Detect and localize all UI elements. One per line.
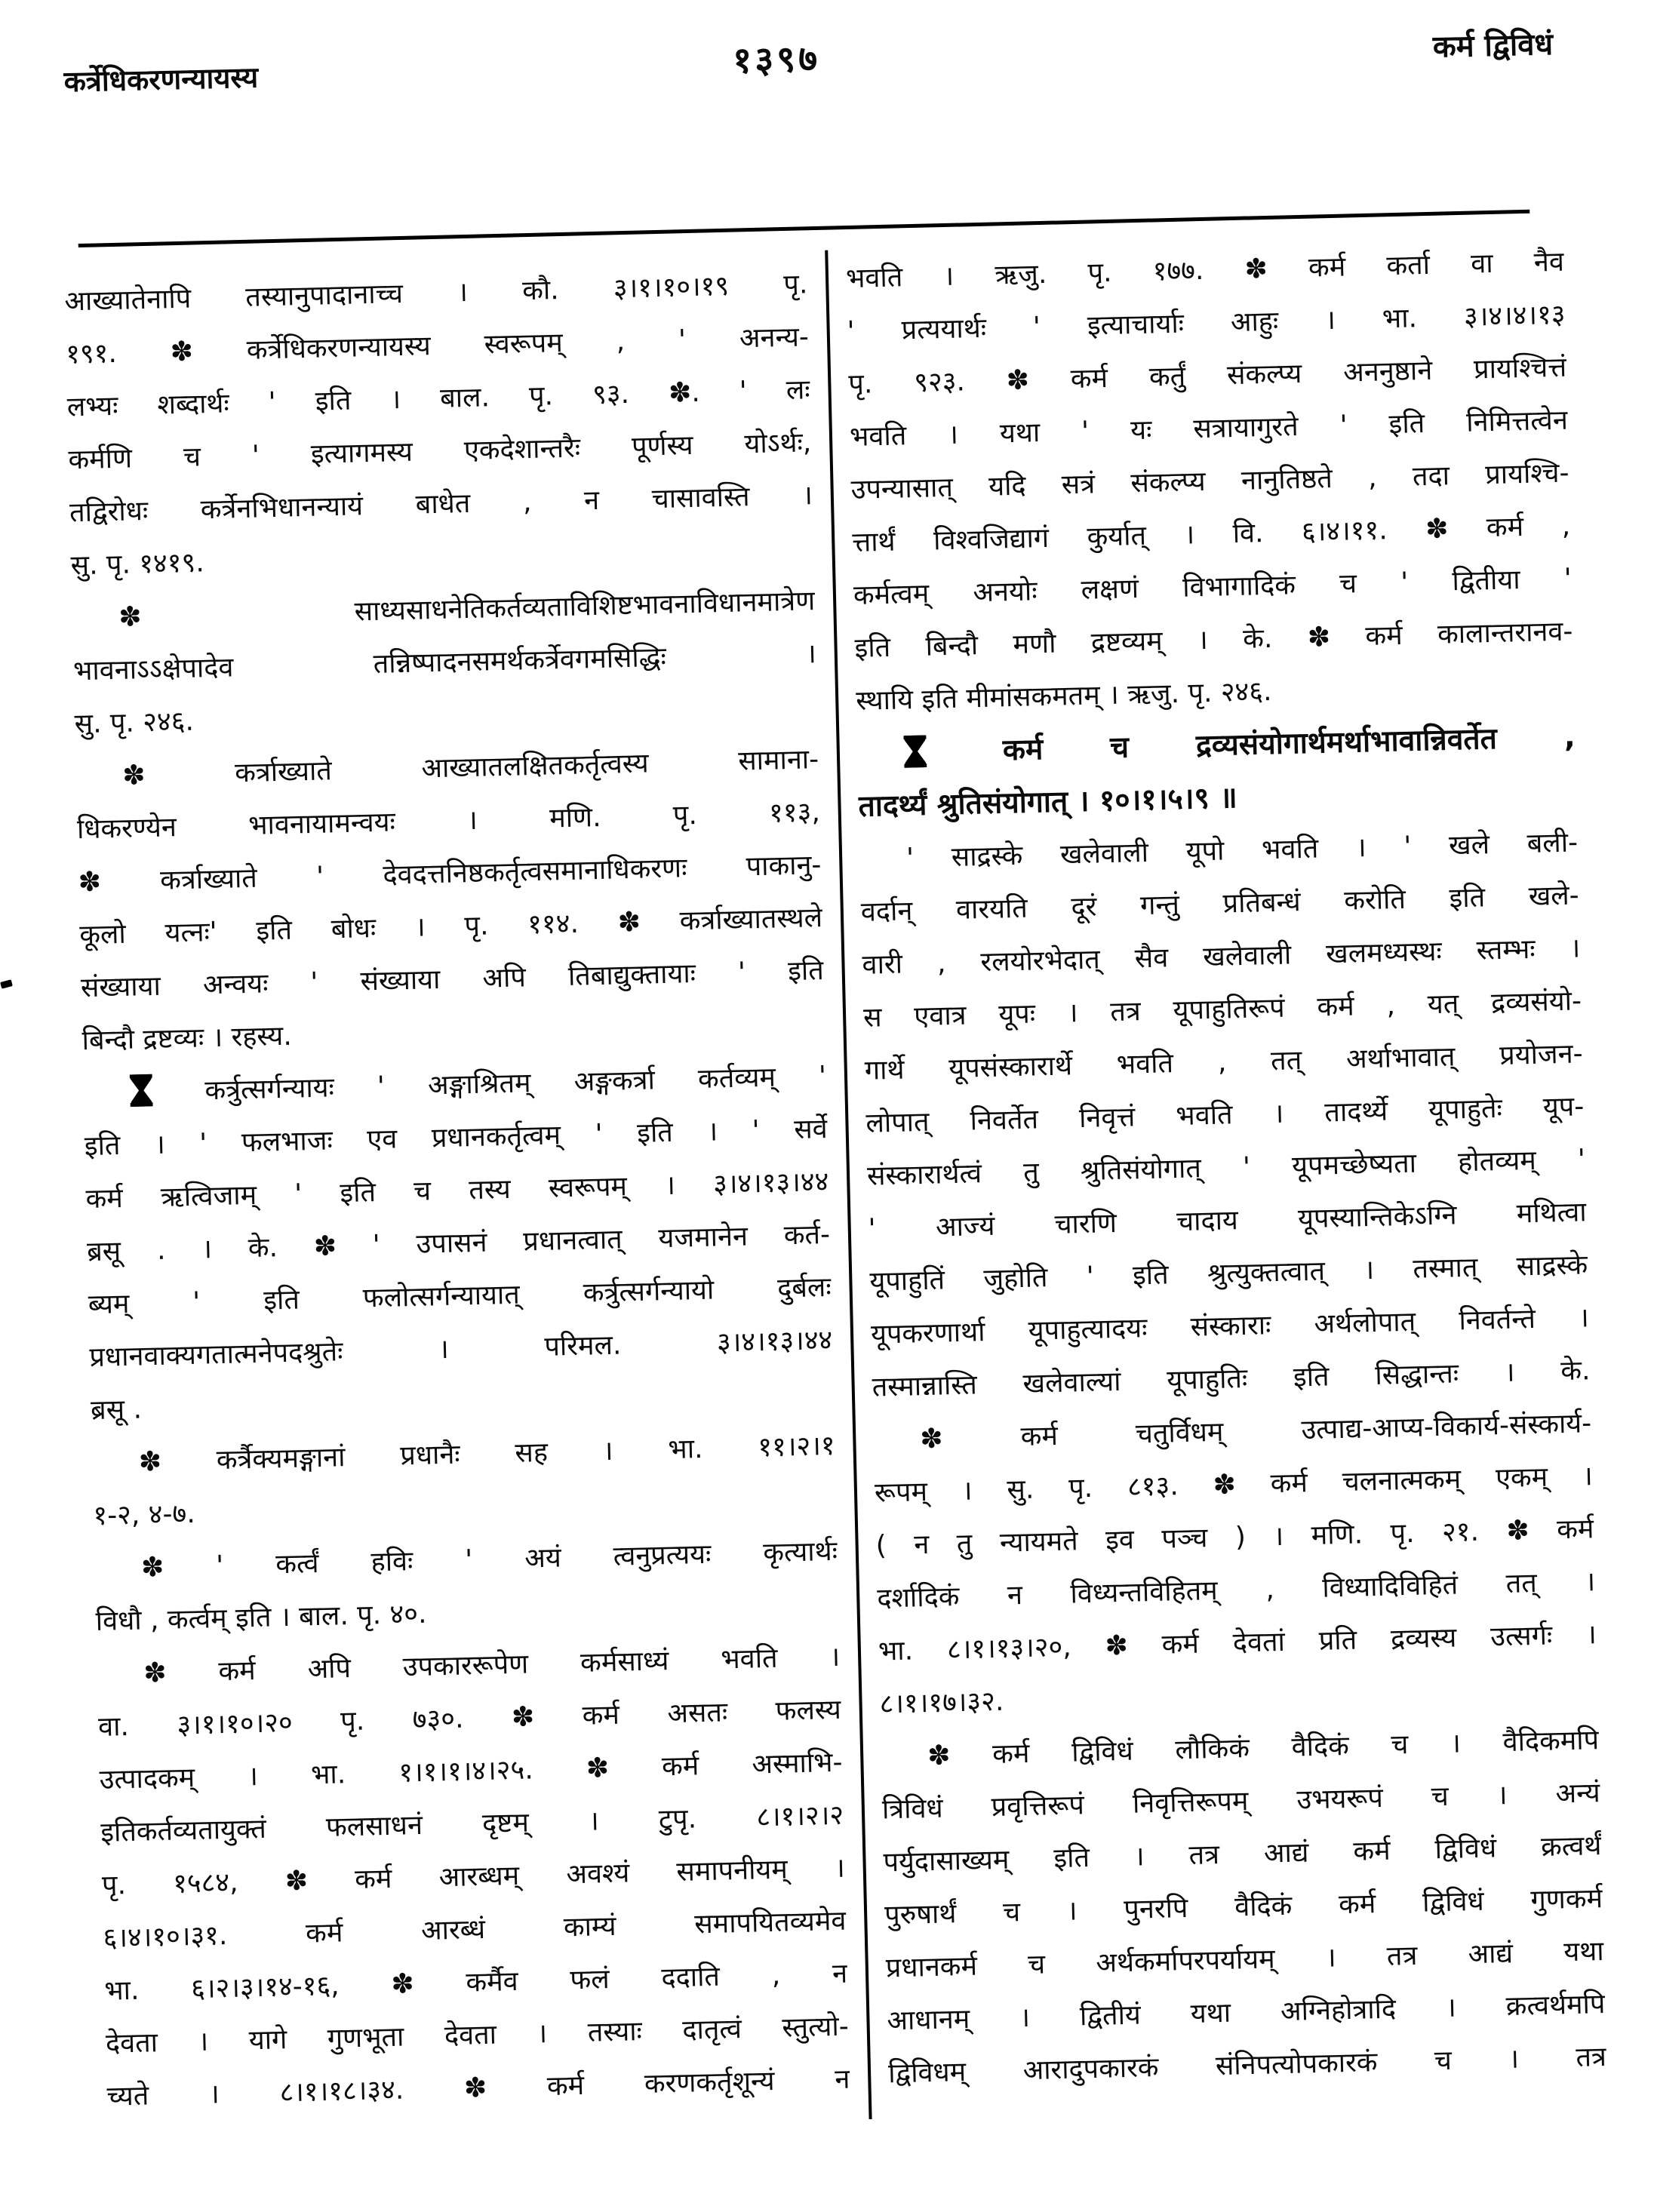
text-line: कर्त्रुत्सर्गन्यायः ' अङ्गाश्रितम् अङ्गकर्त्रा कर्तव्यम् ' [82,1050,826,1120]
text-line: ✽ कर्त्राख्याते आख्यातलक्षितकर्तृत्वस्य सामाना- [121,744,819,791]
text-line: ✽ साध्यसाधनेतिकर्तव्यताविशिष्टभावनाविधानमात्रेण [118,585,816,633]
page-number: १३९७ [732,37,821,82]
running-header-left: कर्त्रेधिकरणन्यायस्य [63,60,259,99]
text-line: द्विविधम् आरादुपकारकं संनिपत्योपकारकं च । तत्र [887,2041,1607,2090]
text-line: विधौ , कर्त्वम् इति । बाल. पृ. ४०. [95,1598,427,1638]
text-line: ✽ कर्म द्विविधं लौकिकं वैदिकं च । वैदिकमपि [927,1725,1600,1772]
text-line: उपन्यासात् यदि सत्रं संकल्प्य नानुतिष्ठते , तदा प्रायश्चि- [850,457,1569,506]
text-line: ब्रसू . [90,1393,143,1427]
text-line: देवता । यागे गुणभूता देवता । तस्याः दातृत्वं स्तुत्यो- [105,2011,850,2060]
text-line: कर्म ऋत्विजाम् ' इति च तस्य स्वरूपम् । ३।४।१३।४४ [85,1166,829,1215]
text-line: यूपाहुतिं जुहोति ' इति श्रुत्युक्तत्वात् । तस्मात् साद्रस्के [869,1249,1588,1298]
text-line: लोपात् निवर्तेत निवृत्तं भवति । तादर्थ्ये यूपाहुतेः यूप- [865,1091,1585,1139]
text-line: कर्म च द्रव्यसंयोगार्थमर्थाभावान्निवर्तेत , [856,711,1576,780]
text-line: आधानम् । द्वितीयं यथा अग्निहोत्रादि । क्रत्वर्थमपि [887,1989,1606,2037]
text-line: वा. ३।१।१०।२० पृ. ७३०. ✽ कर्म असतः फलस्य [97,1694,842,1743]
text-line: वारी , रलयोरभेदात् सैव खलेवाली खलमध्यस्थः स्तम्भः । [862,932,1581,981]
text-line: तद्विरोधः कर्त्रेनभिधानन्यायं बाधेत , न चासावस्ति । [69,480,813,529]
text-line: संख्याया अन्वयः ' संख्याया अपि तिबाद्युक्तायाः ' इति [80,955,825,1004]
text-line: इतिकर्तव्यतायुक्तं फलसाधनं दृष्टम् । टुपृ. ८।१।२।२ [100,1799,844,1848]
text-line: कर्मत्वम् अनयोः लक्षणं विभागादिकं च ' द्वितीया ' [853,563,1573,611]
text-line: ✽ कर्त्रैक्यमङ्गानां प्रधानैः सह । भा. ११।२।१ [138,1430,836,1478]
text-line: प्रधानवाक्यगतात्मनेपदश्रुतेः । परिमल. ३।४।१३।४४ [89,1324,833,1374]
text-line: भवति । यथा ' यः सत्रायागुरते ' इति निमित्तत्वेन [849,404,1569,453]
text-line: ( न तु न्यायमते इव पञ्च ) । मणि. पृ. २१. ✽ कर्म [875,1513,1594,1562]
running-header-right: कर्म द्विविधं [1432,26,1554,65]
text-line: पर्युदासाख्यम् इति । तत्र आद्यं कर्म द्विविधं क्रत्वर्थं [883,1830,1602,1879]
text-line: पृ. १५८४, ✽ कर्म आरब्धम् अवश्यं समापनीयम् । [101,1852,846,1901]
text-line: ' साद्रस्के खलेवाली यूपो भवति । ' खले बली- [905,827,1579,874]
text-line: भा. ६।२।३।१४-१६, ✽ कर्मैव फलं ददाति , न [103,1958,848,2007]
text-line: कूलो यत्नः' इति बोधः । पृ. ११४. ✽ कर्त्राख्यातस्थले [78,902,823,951]
text-line: स्थायि इति मीमांसकमतम् । ऋजु. पृ. २४६. [855,675,1272,717]
text-line: सु. पृ. २४६. [74,705,195,740]
left-column [64,258,851,2139]
text-line: ' प्रत्ययार्थः ' इत्याचार्याः आहुः । भा. ३।४।४।१३ [847,299,1566,348]
text-line: ✽ कर्त्राख्याते ' देवदत्तनिष्ठकर्तृत्वसमानाधिकरणः पाकानु- [78,849,822,899]
text-line: १९१. ✽ कर्त्रेधिकरणन्यायस्य स्वरूपम् , ' अनन्य- [65,321,810,370]
text-line: वर्दान् वारयति दूरं गन्तुं प्रतिबन्धं करोति इति खले- [860,880,1580,928]
right-column [845,236,1607,2116]
text-line: तादर्थ्यं श्रुतिसंयोगात् । १०।१।५।९ ॥ [858,781,1238,824]
text-line: रूपम् । सु. पृ. ८१३. ✽ कर्म चलनात्मकम् एकम् । [874,1461,1594,1509]
text-line: ८।१।१७।३२. [879,1685,1004,1720]
text-line: गार्थे यूपसंस्कारार्थे भवति , तत् अर्थाभावात् प्रयोजन- [864,1038,1584,1086]
hourglass-icon [130,1072,153,1106]
text-line: संस्कारार्थत्वं तु श्रुतिसंयोगात् ' यूपमच्छेष्यता होतव्यम् ' [866,1144,1586,1192]
text-line: च्यते । ८।१।१८।३४. ✽ कर्म करणकर्तृशून्यं न [106,2063,850,2112]
text-line: त्रिविधं प्रवृत्तिरूपं निवृत्तिरूपम् उभयरूपं च । अन्यं [881,1777,1601,1826]
text-line: ६।४।१०।३१. कर्म आरब्धं काम्यं समापयितव्यमेव [103,1905,847,1954]
text-line: १-२, ४-७. [92,1498,196,1532]
text-line: बिन्दौ द्रष्टव्यः । रहस्य. [81,1020,293,1057]
text-line: पृ. ९२३. ✽ कर्म कर्तुं संकल्प्य अननुष्ठाने प्रायश्चित्तं [847,352,1567,401]
text-line: कर्मणि च ' इत्यागमस्य एकदेशान्तरैः पूर्णस्य योऽर्थः, [67,427,812,476]
text-line: ब्रसू . । के. ✽ ' उपासनं प्रधानत्वात् यजमानेन कर्त- [86,1218,831,1268]
text-line: सु. पृ. १४१९. [70,547,205,582]
text-line: भावनाऽऽक्षेपादेव तन्निष्पादनसमर्थकर्त्रेवगमसिद्धिः । [72,638,817,687]
text-line: प्रधानकर्म च अर्थकर्मापरपर्यायम् । तत्र आद्यं यथा [885,1936,1605,1984]
text-line: यूपकरणार्था यूपाहुत्यादयः संस्काराः अर्थलोपात् निवर्तन्ते । [870,1302,1590,1350]
text-line: तस्मान्नास्ति खलेवाल्यां यूपाहुतिः इति सिद्धान्तः । के. [872,1355,1591,1403]
text-line: ✽ ' कर्त्वं हविः ' अयं त्वनुप्रत्ययः कृत्यार्थः [140,1535,838,1584]
text-line: दर्शादिकं न विध्यन्तविहितम् , विध्यादिविहितं तत् । [876,1566,1596,1614]
text-line: पुरुषार्थं च । पुनरपि वैदिकं कर्म द्विविधं गुणकर्म [884,1883,1603,1931]
hourglass-icon [903,733,927,767]
text-line: ✽ कर्म अपि उपकाररूपेण कर्मसाध्यं भवति । [143,1641,841,1689]
text-line: इति । ' फलभाजः एव प्रधानकर्तृत्वम् ' इति । ' सर्वे [84,1113,829,1163]
text-line: ' आज्यं चारणि चादाय यूपस्यान्तिकेऽग्नि मथित्वा [868,1197,1588,1245]
text-line: ✽ कर्म चतुर्विधम् उत्पाद्य-आप्य-विकार्य-संस्कार्य- [919,1408,1592,1455]
text-line: धिकरण्येन भावनायामन्वयः । मणि. पृ. ११३, [76,797,821,846]
text-line: इति बिन्दौ मणौ द्रष्टव्यम् । के. ✽ कर्म कालान्तरानव- [854,616,1573,664]
text-line: त्तार्थं विश्वजिद्यागं कुर्यात् । वि. ६।४।११. ✽ कर्म , [851,510,1571,558]
text-line: उत्पादकम् । भा. १।१।१।४।२५. ✽ कर्म अस्माभि- [99,1747,843,1796]
text-line: आख्यातेनापि तस्यानुपादानाच्च । कौ. ३।१।१०।१९ पृ. [64,269,808,318]
text-line: भा. ८।१।१३।२०, ✽ कर्म देवतां प्रति द्रव्यस्य उत्सर्गः । [878,1619,1597,1667]
text-line: लभ्यः शब्दार्थः ' इति । बाल. पृ. ९३. ✽. ' लः [66,374,811,423]
text-line: ब्यम् ' इति फलोत्सर्गन्यायात् कर्त्रुत्सर्गन्यायो दुर्बलः [88,1271,832,1321]
text-line: स एवात्र यूपः । तत्र यूपाहुतिरूपं कर्म , यत् द्रव्यसंयो- [862,985,1582,1034]
text-line: भवति । ऋजु. पृ. १७७. ✽ कर्म कर्ता वा नैव [845,246,1565,295]
